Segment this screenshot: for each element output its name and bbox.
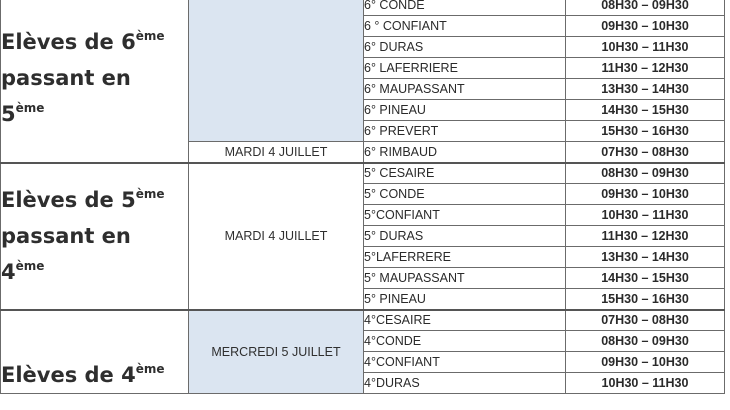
time-cell: 15H30 – 16H30 [566, 121, 725, 142]
group-label-sup: ème [135, 187, 165, 201]
time-cell: 09H30 – 10H30 [566, 352, 725, 373]
class-cell: 6° MAUPASSANT [364, 79, 566, 100]
date-cell [189, 0, 364, 142]
time-cell: 08H30 – 09H30 [566, 163, 725, 184]
time-cell: 11H30 – 12H30 [566, 226, 725, 247]
class-cell: 6° CONDE [364, 0, 566, 16]
time-cell: 07H30 – 08H30 [566, 310, 725, 331]
table-row [1, 163, 725, 184]
class-cell: 6° LAFERRIERE [364, 58, 566, 79]
group-label-text: Elèves de 5 [1, 188, 136, 212]
class-cell: 4°CONDE [364, 331, 566, 352]
group-label-text: Elèves de 4 [1, 363, 136, 387]
group-label-5eme [1, 163, 189, 310]
group-label-text: Elèves de 6 [1, 30, 136, 55]
group-label-line3: 4 [1, 260, 16, 284]
time-cell: 10H30 – 11H30 [566, 373, 725, 394]
group-label-line3-sup: ème [15, 101, 45, 116]
class-cell: 5°CONFIANT [364, 205, 566, 226]
time-cell: 08H30 – 09H30 [566, 0, 725, 16]
class-cell: 6° DURAS [364, 37, 566, 58]
time-cell: 10H30 – 11H30 [566, 37, 725, 58]
table-row [1, 310, 725, 331]
class-cell: 5° MAUPASSANT [364, 268, 566, 289]
class-cell: 6° PINEAU [364, 100, 566, 121]
group-label-sup: ème [135, 29, 165, 44]
class-cell: 6° PREVERT [364, 121, 566, 142]
time-cell: 09H30 – 10H30 [566, 16, 725, 37]
time-cell: 13H30 – 14H30 [566, 79, 725, 100]
class-cell: 5° CONDE [364, 184, 566, 205]
time-cell: 07H30 – 08H30 [566, 142, 725, 163]
group-label-line3-sup: ème [15, 259, 45, 273]
group-label-sup: ème [135, 362, 165, 376]
class-cell: 4°CONFIANT [364, 352, 566, 373]
group-label-6eme [1, 0, 189, 163]
time-cell: 11H30 – 12H30 [566, 58, 725, 79]
group-label-line3: 5 [1, 102, 16, 127]
class-cell: 4°CESAIRE [364, 310, 566, 331]
time-cell: 15H30 – 16H30 [566, 289, 725, 310]
date-cell: MERCREDI 5 JUILLET [189, 310, 364, 394]
class-cell: 6 ° CONFIANT [364, 16, 566, 37]
time-cell: 10H30 – 11H30 [566, 205, 725, 226]
date-cell: MARDI 4 JUILLET [189, 142, 364, 163]
time-cell: 13H30 – 14H30 [566, 247, 725, 268]
class-cell: 5° CESAIRE [364, 163, 566, 184]
group-label-4eme [1, 310, 189, 394]
group-label-line2: passant en [1, 66, 131, 91]
class-cell: 5°LAFERRERE [364, 247, 566, 268]
class-cell: 6° RIMBAUD [364, 142, 566, 163]
table-row [1, 0, 725, 16]
date-cell: MARDI 4 JUILLET [189, 163, 364, 310]
time-cell: 08H30 – 09H30 [566, 331, 725, 352]
group-label-line2: passant en [1, 224, 131, 248]
class-cell: 5° DURAS [364, 226, 566, 247]
time-cell: 14H30 – 15H30 [566, 100, 725, 121]
time-cell: 09H30 – 10H30 [566, 184, 725, 205]
class-cell: 5° PINEAU [364, 289, 566, 310]
time-cell: 14H30 – 15H30 [566, 268, 725, 289]
class-cell: 4°DURAS [364, 373, 566, 394]
